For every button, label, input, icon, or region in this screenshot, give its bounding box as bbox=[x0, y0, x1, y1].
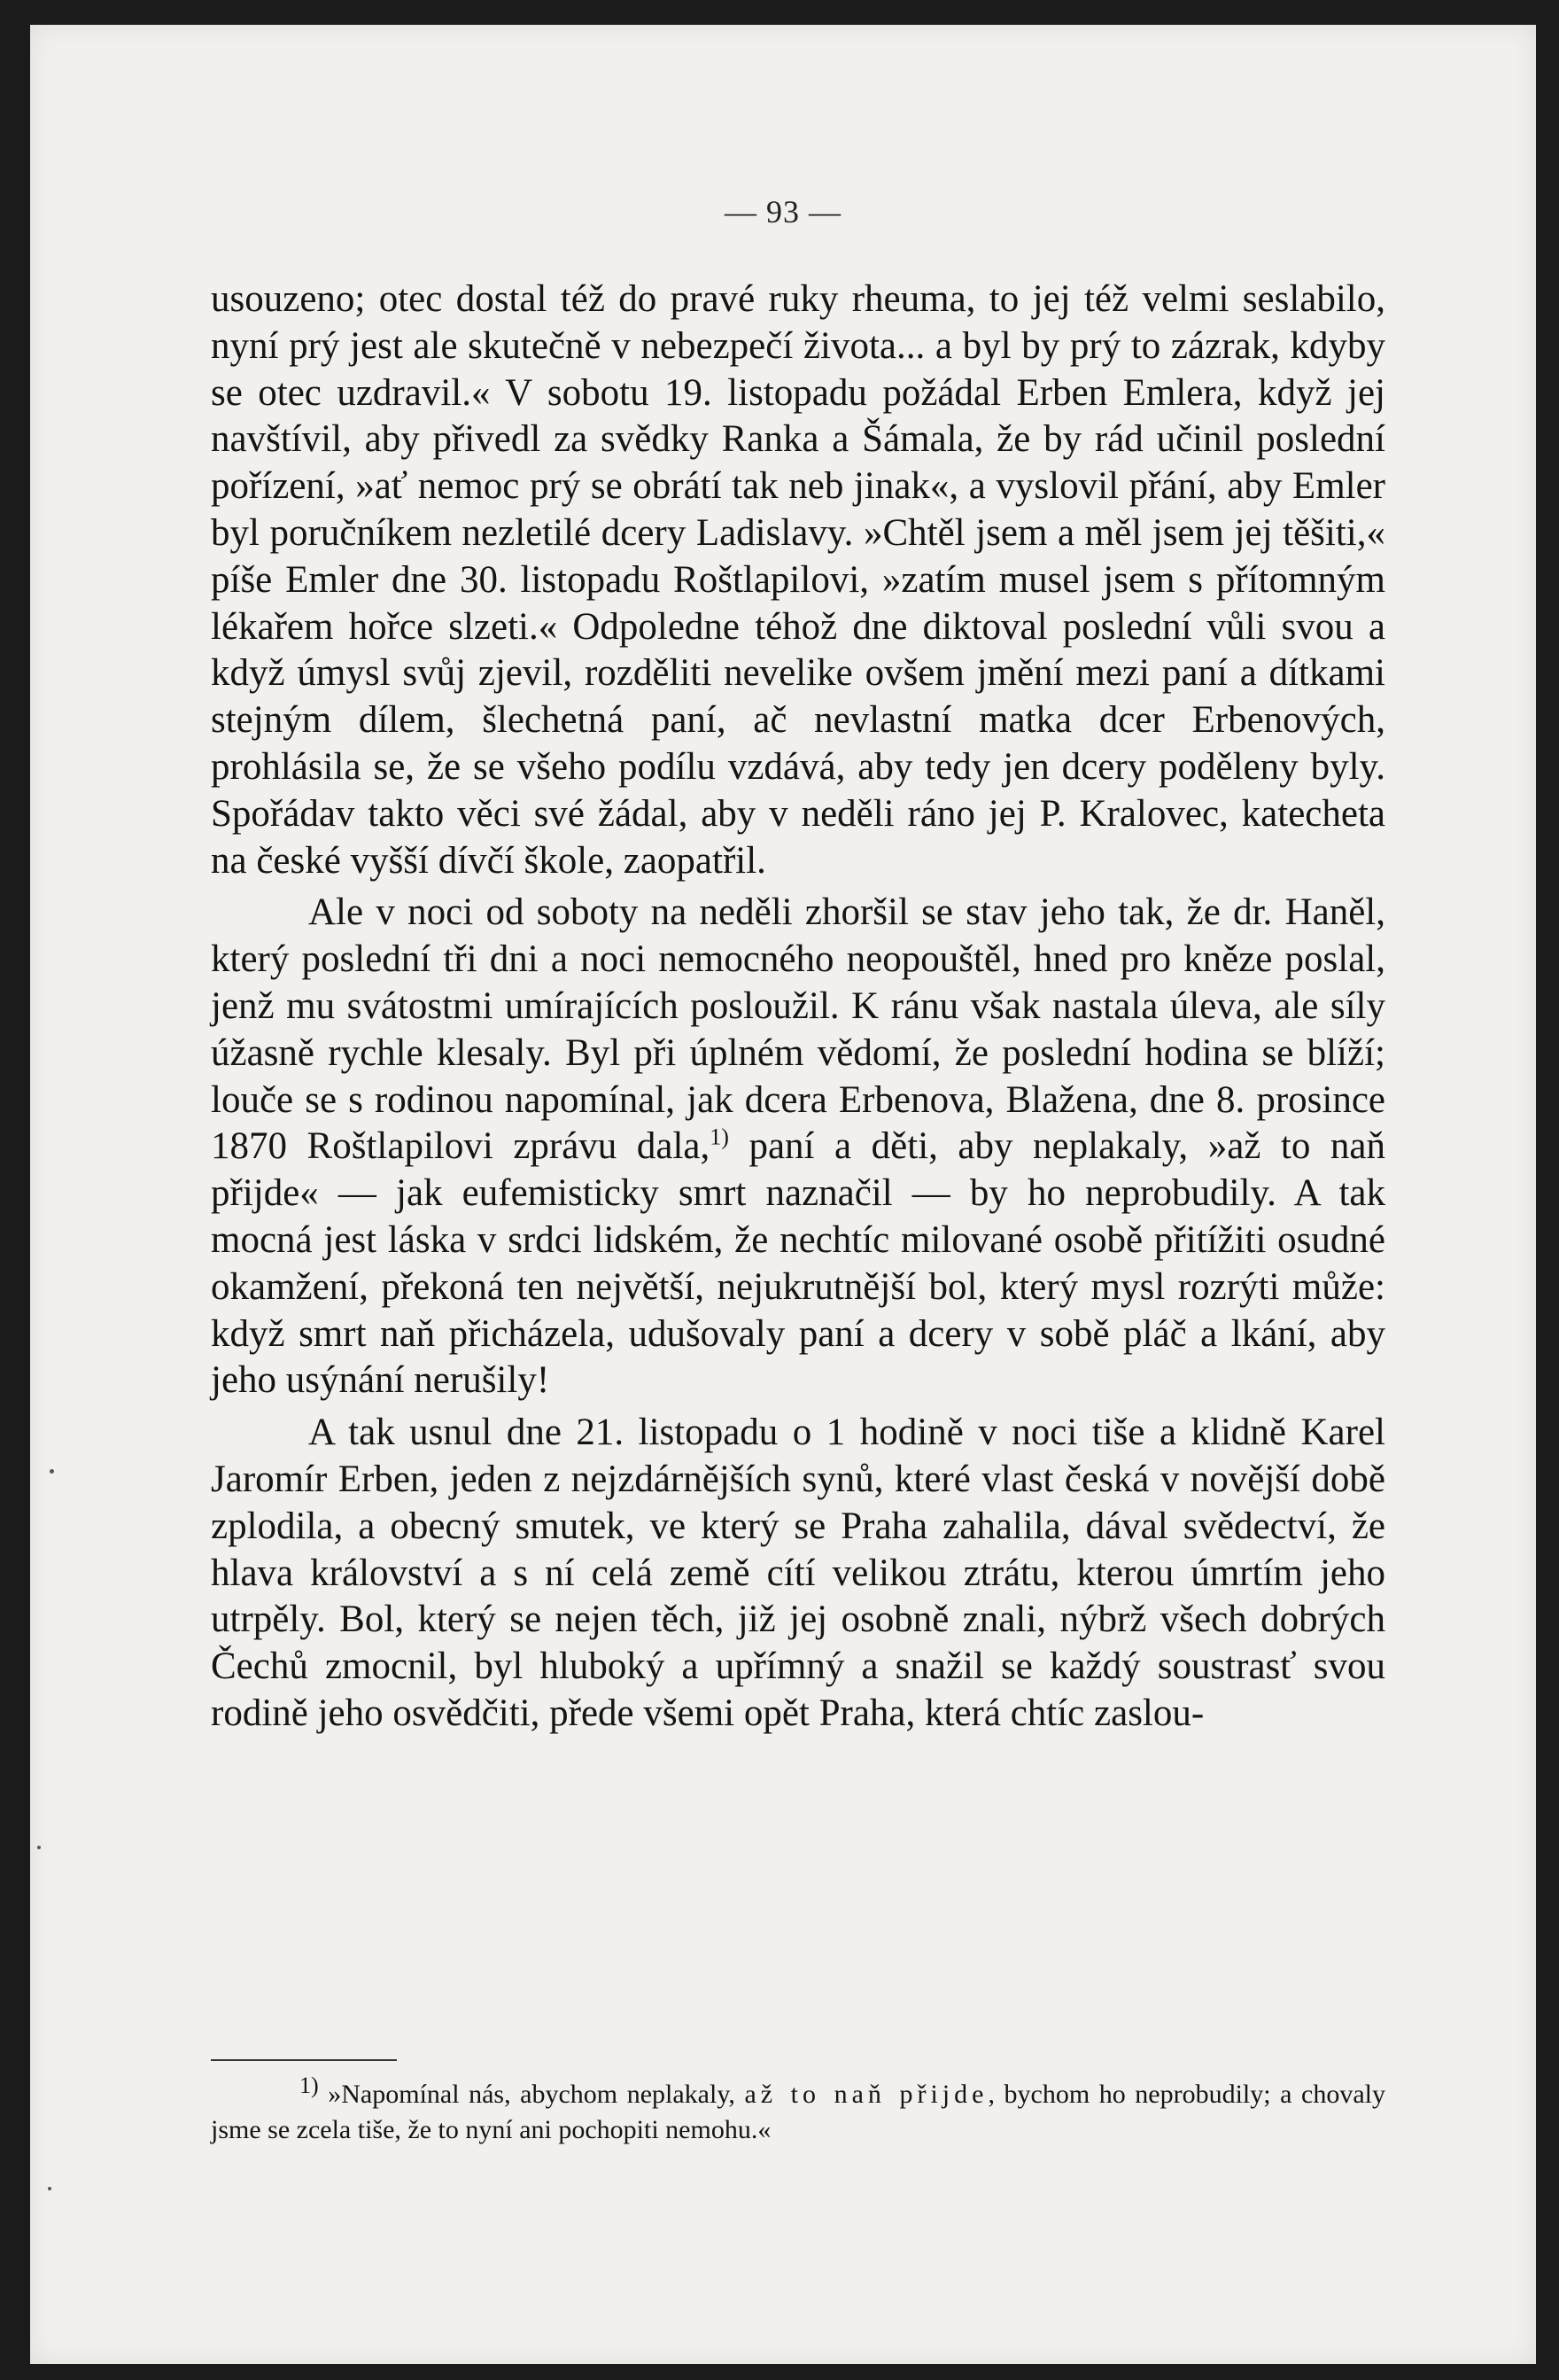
paragraph-2-continued: paní a děti, aby neplakaly, »až to naň přijde« — jak eufemisticky smrt naznačil — by ho neprobudily. A tak mocná jest láska v srdci lidském, že nechtíc milované osobě přitížiti osudné okamžení, překoná ten největší, nejukrutnější bol, který mysl rozrýti může: když smrt naň přicházela, udušovaly paní a dcery v sobě pláč a lkání, aby jeho usýnání nerušily! bbox=[211, 1125, 1386, 1402]
scan-speck bbox=[50, 1469, 54, 1474]
book-page bbox=[30, 25, 1536, 2364]
footnote-divider bbox=[211, 2059, 397, 2061]
footnote-text-after: , bychom ho neprobudily; a chovaly jsme se zcela tiše, že to nyní ani pochopiti nemohu.« bbox=[211, 2080, 1386, 2144]
scan-speck bbox=[37, 1846, 41, 1849]
page-number: — 93 — bbox=[725, 194, 842, 229]
paragraph-2-text: Ale v noci od soboty na neděli zhoršil se stav jeho tak, že dr. Haněl, který poslední tři dni a noci nemocného neopouštěl, hned pro kněze poslal, jenž mu svátostmi umírajících posloužil. K ránu však nastala úleva, ale síly úžasně rychle klesaly. Byl při úplném vědomí, že poslední hodina se blíží; louče se s rodinou napomínal, jak dcera Erbenova, Blažena, dne 8. prosince 1870 Roštlapilovi zprávu dala, bbox=[211, 891, 1385, 1168]
footnote-spaced-text: až to naň přijde bbox=[744, 2080, 989, 2109]
body-text bbox=[211, 276, 1385, 1738]
footnote-text-before: »Napomínal nás, abychom neplakaly, bbox=[328, 2080, 735, 2109]
paragraph-1: usouzeno; otec dostal též do pravé ruky rheuma, to jej též velmi seslabilo, nyní prý jest ale skutečně v nebezpečí života... a byl by prý to zázrak, kdyby se otec uzdravil.« V sobotu 19. listopadu požádal Erben Emlera, když jej navštívil, aby přivedl za svědky Ranka a Šámala, že by rád učinil poslední pořízení, »ať nemoc prý se obrátí tak neb jinak«, a vyslovil přání, aby Emler byl poručníkem nezletilé dcery Ladislavy. »Chtěl jsem a měl jsem jej těšiti,« píše Emler dne 30. listopadu Roštlapilovi, »zatím musel jsem s přítomným lékařem hořce slzeti.« Odpoledne téhož dne diktoval poslední vůli svou a když úmysl svůj zjevil, rozděliti nevelike ovšem jmění mezi paní a dítkami stejným dílem, šlechetná paní, ač nevlastní matka dcer Erbenových, prohlásila se, že se všeho podílu vzdává, aby tedy jen dcery poděleny byly. Spořádav takto věci své žádal, aby v neděli ráno jej P. Kralovec, katecheta na české vyšší dívčí škole, zaopatřil. bbox=[211, 278, 1385, 882]
paragraph-2 bbox=[211, 890, 1385, 1404]
paragraph-3: A tak usnul dne 21. listopadu o 1 hodině v noci tiše a klidně Karel Jaromír Erben, jeden z nejzdárnějších synů, které vlast česká v novější době zplodila, a obecný smutek, ve který se Praha zahalila, dával svědectví, že hlava království a s ní celá země cítí velikou ztrátu, kterou úmrtím jeho utrpěly. Bol, který se nejen těch, již jej osobně znali, nýbrž všech dobrých Čechů zmocnil, byl hluboký a upřímný a snažil se každý soustrasť svou rodině jeho osvědčiti, přede všemi opět Praha, která chtíc zaslou- bbox=[211, 1412, 1385, 1734]
footnote-reference: 1) bbox=[710, 1124, 729, 1151]
footnote-marker: 1) bbox=[299, 2073, 319, 2098]
footnote bbox=[211, 2073, 1386, 2148]
scan-speck bbox=[48, 2187, 51, 2190]
